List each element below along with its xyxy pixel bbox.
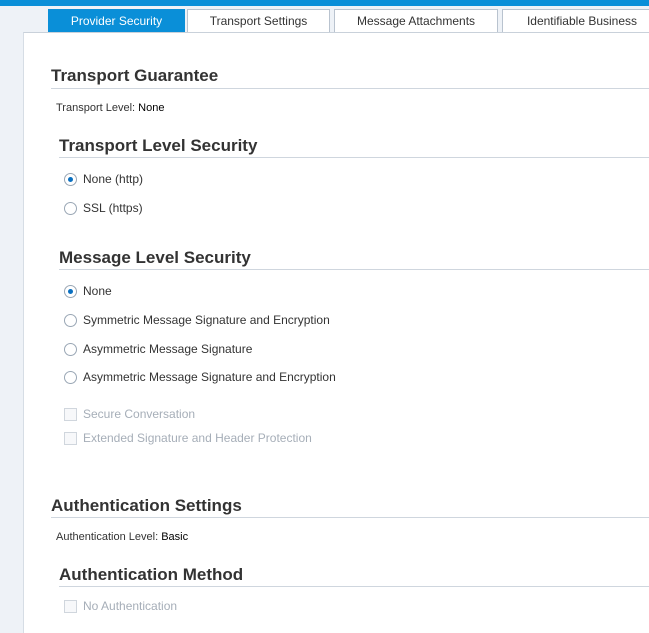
checkbox-label: Extended Signature and Header Protection [83, 431, 312, 445]
checkbox-extended-signature-header-protection[interactable] [64, 429, 312, 447]
transport-level-value: None [138, 102, 165, 114]
authentication-level-value: Basic [161, 531, 189, 543]
transport-level-readout [56, 102, 164, 114]
checkbox-icon[interactable] [64, 408, 77, 421]
radio-label: Asymmetric Message Signature and Encryption [83, 370, 336, 384]
radio-selected-icon[interactable] [64, 285, 77, 298]
section-divider [51, 88, 649, 89]
section-divider [59, 586, 649, 587]
authentication-settings-heading: Authentication Settings [51, 496, 242, 515]
tab-message-attachments[interactable]: Message Attachments [334, 9, 498, 32]
radio-unselected-icon[interactable] [64, 314, 77, 327]
checkbox-icon[interactable] [64, 600, 77, 613]
radio-label: None (http) [83, 172, 144, 186]
radio-none-http[interactable] [64, 170, 143, 188]
section-divider [59, 157, 649, 158]
transport-level-label: Transport Level: [56, 102, 136, 114]
tab-provider-security[interactable]: Provider Security [48, 9, 185, 32]
checkbox-label: Secure Conversation [83, 407, 196, 421]
tab-transport-settings[interactable]: Transport Settings [187, 9, 330, 32]
checkbox-secure-conversation[interactable] [64, 405, 195, 423]
transport-guarantee-heading: Transport Guarantee [51, 66, 219, 85]
authentication-method-heading: Authentication Method [59, 565, 244, 584]
radio-message-none[interactable] [64, 282, 112, 300]
message-level-security-heading: Message Level Security [59, 248, 251, 267]
radio-label: None [83, 284, 112, 298]
radio-unselected-icon[interactable] [64, 371, 77, 384]
tab-identifiable-business[interactable]: Identifiable Business [502, 9, 649, 32]
section-divider [51, 517, 649, 518]
transport-level-security-heading: Transport Level Security [59, 136, 258, 155]
radio-unselected-icon[interactable] [64, 202, 77, 215]
radio-asymmetric-signature[interactable] [64, 340, 252, 358]
radio-symmetric-signature-encryption[interactable] [64, 311, 330, 329]
radio-selected-icon[interactable] [64, 173, 77, 186]
top-accent-bar [0, 0, 649, 6]
radio-unselected-icon[interactable] [64, 343, 77, 356]
radio-label: Asymmetric Message Signature [83, 342, 253, 356]
section-divider [59, 269, 649, 270]
checkbox-icon[interactable] [64, 432, 77, 445]
radio-ssl-https[interactable] [64, 199, 143, 217]
radio-asymmetric-signature-encryption[interactable] [64, 368, 336, 386]
radio-label: SSL (https) [83, 201, 143, 215]
checkbox-no-authentication[interactable] [64, 597, 177, 615]
radio-label: Symmetric Message Signature and Encryption [83, 313, 330, 327]
authentication-level-readout [56, 531, 188, 543]
checkbox-label: No Authentication [83, 599, 178, 613]
authentication-level-label: Authentication Level: [56, 531, 159, 543]
